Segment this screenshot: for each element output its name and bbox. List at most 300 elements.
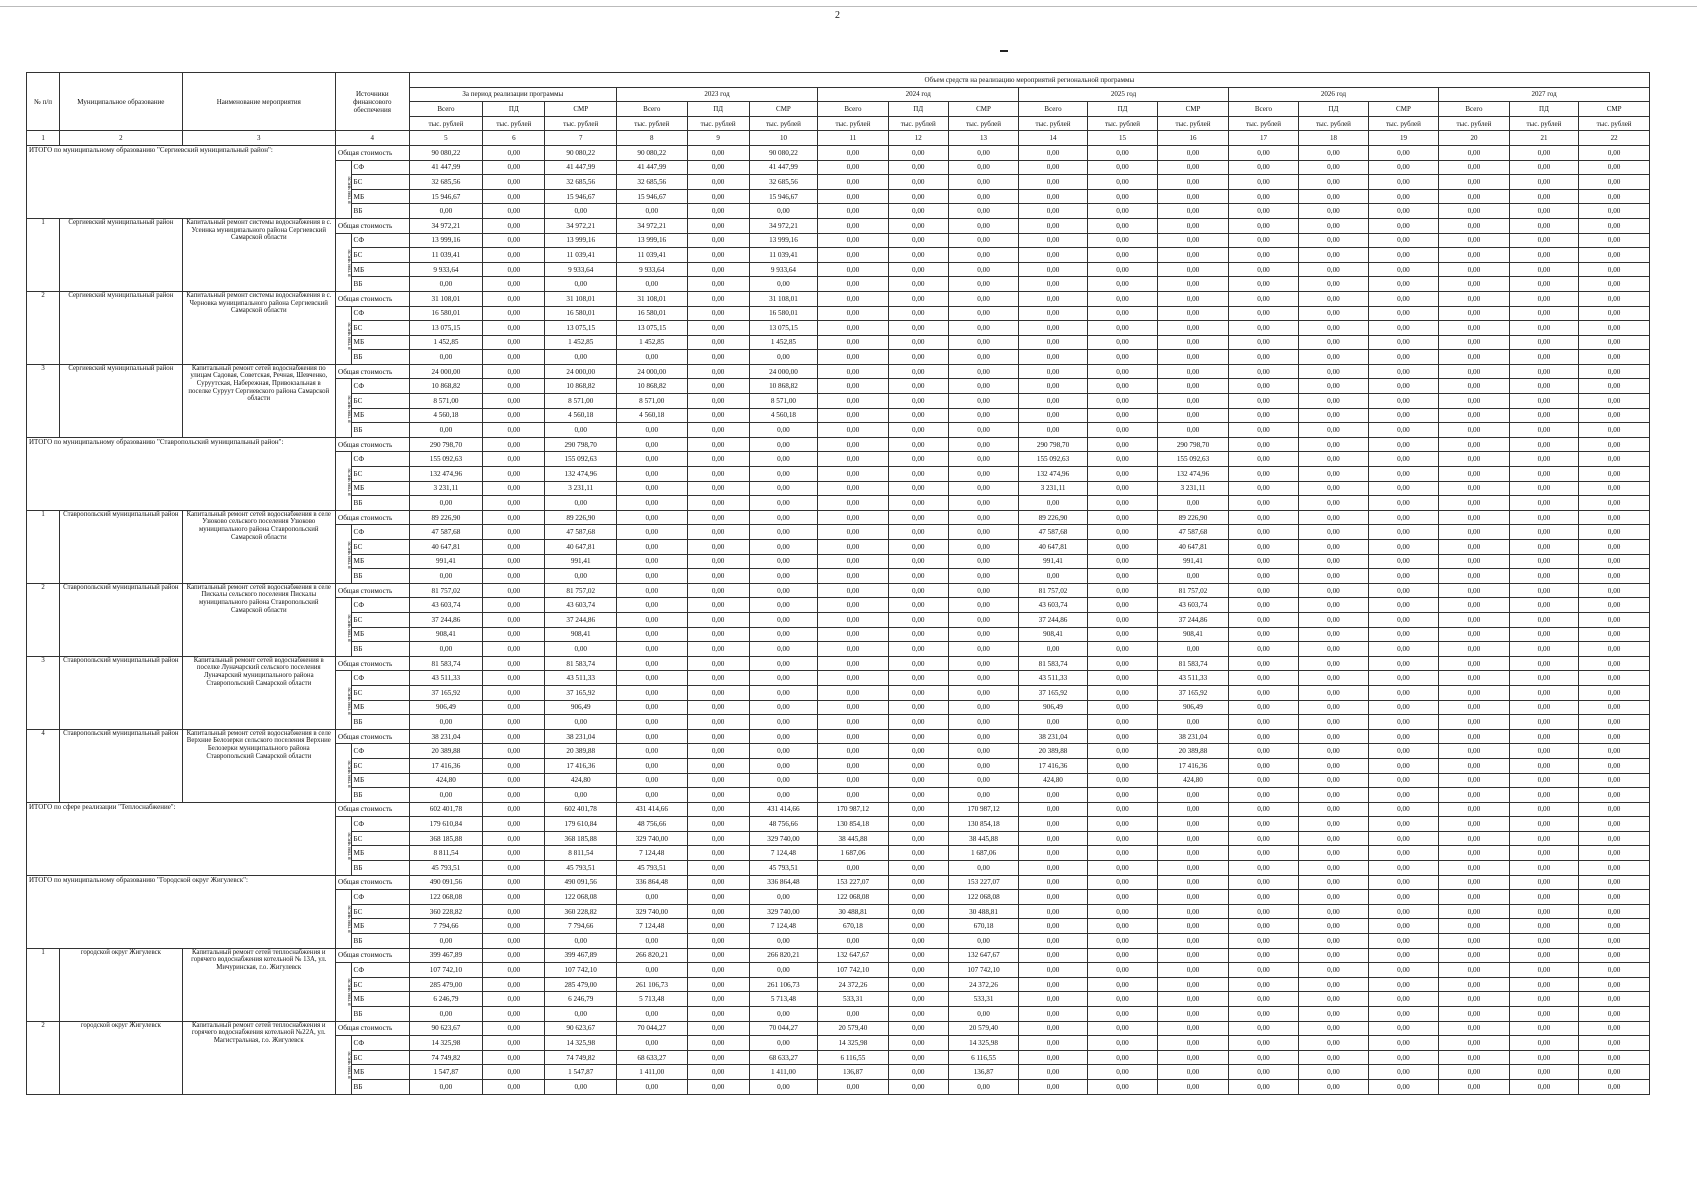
value-cell: 0,00 bbox=[483, 540, 545, 555]
total-title: ИТОГО по сфере реализации "Теплоснабжение": bbox=[27, 802, 336, 875]
value-cell: 533,31 bbox=[818, 992, 889, 1007]
value-cell: 0,00 bbox=[483, 758, 545, 773]
value-cell: 89 226,90 bbox=[1158, 510, 1229, 525]
value-cell: 0,00 bbox=[1158, 175, 1229, 190]
value-cell: 0,00 bbox=[1087, 364, 1158, 379]
value-cell: 0,00 bbox=[1579, 642, 1650, 657]
value-cell: 16 580,01 bbox=[617, 306, 688, 321]
value-cell: 0,00 bbox=[1439, 554, 1510, 569]
including-label-text: в том числе bbox=[346, 541, 353, 569]
including-label-text: в том числе bbox=[346, 322, 353, 350]
value-cell: 132 474,96 bbox=[1019, 467, 1087, 482]
value-cell: 0,00 bbox=[617, 554, 688, 569]
value-cell: 0,00 bbox=[483, 1036, 545, 1051]
value-cell: 0,00 bbox=[483, 934, 545, 949]
including-label-text: в том числе bbox=[346, 1051, 353, 1079]
value-cell: 0,00 bbox=[888, 831, 948, 846]
value-cell: 0,00 bbox=[483, 218, 545, 233]
value-cell: 107 742,10 bbox=[409, 963, 483, 978]
value-cell: 0,00 bbox=[1019, 277, 1087, 292]
value-cell: 0,00 bbox=[888, 656, 948, 671]
value-cell: 37 165,92 bbox=[409, 685, 483, 700]
value-cell: 0,00 bbox=[1368, 817, 1439, 832]
value-cell: 0,00 bbox=[818, 175, 889, 190]
value-cell: 0,00 bbox=[687, 627, 749, 642]
value-cell: 0,00 bbox=[1368, 773, 1439, 788]
value-cell: 0,00 bbox=[483, 583, 545, 598]
value-cell: 0,00 bbox=[1579, 977, 1650, 992]
value-cell: 0,00 bbox=[749, 1007, 817, 1022]
value-cell: 0,00 bbox=[687, 715, 749, 730]
value-cell: 0,00 bbox=[1019, 948, 1087, 963]
value-cell: 0,00 bbox=[483, 627, 545, 642]
value-cell: 0,00 bbox=[1579, 481, 1650, 496]
value-cell: 0,00 bbox=[1299, 510, 1368, 525]
value-cell: 0,00 bbox=[1158, 204, 1229, 219]
value-cell: 0,00 bbox=[1579, 788, 1650, 803]
value-cell: 991,41 bbox=[409, 554, 483, 569]
source-label: МБ bbox=[351, 262, 409, 277]
value-cell: 0,00 bbox=[1087, 831, 1158, 846]
value-cell: 0,00 bbox=[1509, 1050, 1578, 1065]
column-number: 7 bbox=[545, 131, 617, 146]
value-cell: 0,00 bbox=[483, 817, 545, 832]
value-cell: 0,00 bbox=[1087, 160, 1158, 175]
value-cell: 0,00 bbox=[948, 437, 1019, 452]
value-cell: 3 231,11 bbox=[409, 481, 483, 496]
source-label: МБ bbox=[351, 408, 409, 423]
municipality-name: Сергиевский муниципальный район bbox=[60, 291, 182, 364]
value-cell: 0,00 bbox=[749, 540, 817, 555]
value-cell: 424,80 bbox=[1158, 773, 1229, 788]
value-cell: 0,00 bbox=[687, 846, 749, 861]
value-cell: 0,00 bbox=[1368, 1065, 1439, 1080]
value-cell: 0,00 bbox=[888, 423, 948, 438]
value-cell: 0,00 bbox=[687, 350, 749, 365]
value-cell: 0,00 bbox=[1509, 437, 1578, 452]
value-cell: 0,00 bbox=[818, 642, 889, 657]
value-cell: 153 227,07 bbox=[818, 875, 889, 890]
value-cell: 0,00 bbox=[1579, 802, 1650, 817]
value-cell: 0,00 bbox=[483, 437, 545, 452]
value-cell: 0,00 bbox=[483, 744, 545, 759]
municipality-name: городской округ Жигулевск bbox=[60, 948, 182, 1021]
municipality-name: Ставропольский муниципальный район bbox=[60, 583, 182, 656]
value-cell: 0,00 bbox=[1087, 788, 1158, 803]
value-cell: 132 647,67 bbox=[948, 948, 1019, 963]
value-cell: 0,00 bbox=[1299, 773, 1368, 788]
table-row bbox=[27, 948, 1650, 963]
value-cell: 74 749,82 bbox=[545, 1050, 617, 1065]
value-cell: 3 231,11 bbox=[1158, 481, 1229, 496]
source-label: ВБ bbox=[351, 788, 409, 803]
value-cell: 0,00 bbox=[1368, 598, 1439, 613]
value-cell: 0,00 bbox=[1509, 335, 1578, 350]
value-cell: 0,00 bbox=[948, 160, 1019, 175]
value-cell: 0,00 bbox=[818, 394, 889, 409]
value-cell: 0,00 bbox=[1579, 321, 1650, 336]
value-cell: 0,00 bbox=[687, 656, 749, 671]
value-cell: 0,00 bbox=[1299, 700, 1368, 715]
value-cell: 0,00 bbox=[687, 890, 749, 905]
event-name: Капитальный ремонт сетей теплоснабжения и горячего водоснабжения котельной №22А, ул. Магистральная, г.о. Жигулевск bbox=[182, 1021, 335, 1094]
subcol-header: СМР bbox=[948, 102, 1019, 117]
table-row bbox=[27, 802, 1650, 817]
value-cell: 0,00 bbox=[1087, 934, 1158, 949]
value-cell: 0,00 bbox=[1439, 233, 1510, 248]
value-cell: 0,00 bbox=[1579, 394, 1650, 409]
source-label: МБ bbox=[351, 992, 409, 1007]
value-cell: 37 244,86 bbox=[1019, 612, 1087, 627]
source-label: СФ bbox=[351, 744, 409, 759]
source-label: БС bbox=[351, 904, 409, 919]
value-cell: 0,00 bbox=[1439, 175, 1510, 190]
value-cell: 0,00 bbox=[888, 1079, 948, 1094]
table-row bbox=[27, 729, 1650, 744]
value-cell: 0,00 bbox=[409, 788, 483, 803]
value-cell: 0,00 bbox=[1439, 306, 1510, 321]
value-cell: 0,00 bbox=[948, 934, 1019, 949]
item-number: 1 bbox=[27, 948, 60, 1021]
value-cell: 0,00 bbox=[1019, 1065, 1087, 1080]
item-number: 4 bbox=[27, 729, 60, 802]
value-cell: 7 124,48 bbox=[617, 919, 688, 934]
value-cell: 0,00 bbox=[409, 934, 483, 949]
value-cell: 0,00 bbox=[687, 583, 749, 598]
value-cell: 0,00 bbox=[617, 758, 688, 773]
value-cell: 0,00 bbox=[1368, 510, 1439, 525]
value-cell: 0,00 bbox=[1299, 189, 1368, 204]
value-cell: 0,00 bbox=[749, 773, 817, 788]
value-cell: 15 946,67 bbox=[617, 189, 688, 204]
unit-label: тыс. рублей bbox=[617, 116, 688, 131]
value-cell: 16 580,01 bbox=[409, 306, 483, 321]
value-cell: 0,00 bbox=[1228, 685, 1299, 700]
value-cell: 0,00 bbox=[617, 642, 688, 657]
value-cell: 81 757,02 bbox=[409, 583, 483, 598]
value-cell: 0,00 bbox=[1087, 642, 1158, 657]
value-cell: 0,00 bbox=[1299, 233, 1368, 248]
value-cell: 20 389,88 bbox=[1158, 744, 1229, 759]
value-cell: 41 447,99 bbox=[409, 160, 483, 175]
value-cell: 0,00 bbox=[1228, 817, 1299, 832]
column-number: 21 bbox=[1509, 131, 1578, 146]
value-cell: 90 623,67 bbox=[409, 1021, 483, 1036]
value-cell: 132 474,96 bbox=[409, 467, 483, 482]
value-cell: 0,00 bbox=[1509, 642, 1578, 657]
value-cell: 3 231,11 bbox=[1019, 481, 1087, 496]
value-cell: 43 603,74 bbox=[409, 598, 483, 613]
value-cell: 0,00 bbox=[948, 510, 1019, 525]
value-cell: 0,00 bbox=[1579, 350, 1650, 365]
value-cell: 0,00 bbox=[687, 321, 749, 336]
value-cell: 0,00 bbox=[1299, 175, 1368, 190]
value-cell: 0,00 bbox=[1158, 496, 1229, 511]
value-cell: 34 972,21 bbox=[749, 218, 817, 233]
value-cell: 0,00 bbox=[888, 145, 948, 160]
value-cell: 0,00 bbox=[818, 145, 889, 160]
value-cell: 8 571,00 bbox=[409, 394, 483, 409]
subcol-header: СМР bbox=[545, 102, 617, 117]
value-cell: 0,00 bbox=[483, 189, 545, 204]
value-cell: 40 647,81 bbox=[1158, 540, 1229, 555]
value-cell: 0,00 bbox=[1509, 744, 1578, 759]
value-cell: 0,00 bbox=[545, 715, 617, 730]
value-cell: 132 474,96 bbox=[545, 467, 617, 482]
value-cell: 0,00 bbox=[1087, 437, 1158, 452]
value-cell: 0,00 bbox=[1158, 262, 1229, 277]
value-cell: 0,00 bbox=[1158, 408, 1229, 423]
value-cell: 0,00 bbox=[749, 758, 817, 773]
source-label: БС bbox=[351, 467, 409, 482]
value-cell: 0,00 bbox=[948, 481, 1019, 496]
value-cell: 0,00 bbox=[1299, 160, 1368, 175]
value-cell: 0,00 bbox=[687, 861, 749, 876]
value-cell: 0,00 bbox=[1087, 612, 1158, 627]
value-cell: 0,00 bbox=[483, 204, 545, 219]
source-label: ВБ bbox=[351, 204, 409, 219]
value-cell: 41 447,99 bbox=[749, 160, 817, 175]
value-cell: 0,00 bbox=[948, 525, 1019, 540]
value-cell: 0,00 bbox=[687, 934, 749, 949]
value-cell: 0,00 bbox=[483, 846, 545, 861]
event-name: Капитальный ремонт системы водоснабжения в с. Усеинка муниципального района Сергиевский Самарской области bbox=[182, 218, 335, 291]
including-label-text: в том числе bbox=[346, 176, 353, 204]
value-cell: 45 793,51 bbox=[409, 861, 483, 876]
value-cell: 0,00 bbox=[1439, 540, 1510, 555]
value-cell: 122 068,08 bbox=[818, 890, 889, 905]
value-cell: 0,00 bbox=[1368, 963, 1439, 978]
value-cell: 0,00 bbox=[1019, 1050, 1087, 1065]
value-cell: 0,00 bbox=[1509, 758, 1578, 773]
value-cell: 34 972,21 bbox=[545, 218, 617, 233]
value-cell: 0,00 bbox=[1579, 744, 1650, 759]
value-cell: 0,00 bbox=[1087, 919, 1158, 934]
value-cell: 0,00 bbox=[1579, 175, 1650, 190]
value-cell: 0,00 bbox=[1228, 540, 1299, 555]
value-cell: 0,00 bbox=[483, 1065, 545, 1080]
value-cell: 0,00 bbox=[818, 277, 889, 292]
value-cell: 31 108,01 bbox=[545, 291, 617, 306]
value-cell: 0,00 bbox=[409, 204, 483, 219]
value-cell: 0,00 bbox=[888, 218, 948, 233]
total-title: ИТОГО по муниципальному образованию "Сергиевский муниципальный район": bbox=[27, 145, 336, 218]
value-cell: 0,00 bbox=[1368, 627, 1439, 642]
value-cell: 10 868,82 bbox=[409, 379, 483, 394]
value-cell: 0,00 bbox=[818, 481, 889, 496]
value-cell: 0,00 bbox=[1299, 1036, 1368, 1051]
value-cell: 908,41 bbox=[409, 627, 483, 642]
table-body bbox=[27, 145, 1650, 1094]
value-cell: 0,00 bbox=[1509, 1065, 1578, 1080]
value-cell: 0,00 bbox=[687, 175, 749, 190]
value-cell: 0,00 bbox=[1439, 948, 1510, 963]
value-cell: 0,00 bbox=[818, 189, 889, 204]
value-cell: 0,00 bbox=[1368, 977, 1439, 992]
value-cell: 0,00 bbox=[1509, 408, 1578, 423]
value-cell: 0,00 bbox=[1509, 218, 1578, 233]
value-cell: 0,00 bbox=[1368, 481, 1439, 496]
value-cell: 0,00 bbox=[1299, 1079, 1368, 1094]
value-cell: 1 452,85 bbox=[409, 335, 483, 350]
value-cell: 0,00 bbox=[1579, 540, 1650, 555]
unit-label: тыс. рублей bbox=[749, 116, 817, 131]
value-cell: 0,00 bbox=[617, 612, 688, 627]
value-cell: 0,00 bbox=[1087, 423, 1158, 438]
value-cell: 0,00 bbox=[1368, 496, 1439, 511]
value-cell: 0,00 bbox=[1228, 656, 1299, 671]
including-label-text: в том числе bbox=[346, 249, 353, 277]
value-cell: 13 075,15 bbox=[749, 321, 817, 336]
value-cell: 0,00 bbox=[687, 1050, 749, 1065]
value-cell: 0,00 bbox=[409, 277, 483, 292]
value-cell: 0,00 bbox=[617, 715, 688, 730]
value-cell: 0,00 bbox=[409, 642, 483, 657]
value-cell: 0,00 bbox=[1368, 612, 1439, 627]
value-cell: 0,00 bbox=[687, 335, 749, 350]
value-cell: 15 946,67 bbox=[409, 189, 483, 204]
value-cell: 8 811,54 bbox=[409, 846, 483, 861]
value-cell: 0,00 bbox=[1439, 394, 1510, 409]
value-cell: 0,00 bbox=[1228, 1021, 1299, 1036]
value-cell: 0,00 bbox=[617, 423, 688, 438]
value-cell: 47 587,68 bbox=[1019, 525, 1087, 540]
value-cell: 0,00 bbox=[1228, 904, 1299, 919]
value-cell: 0,00 bbox=[483, 598, 545, 613]
value-cell: 0,00 bbox=[1368, 831, 1439, 846]
value-cell: 490 091,56 bbox=[409, 875, 483, 890]
source-label: ВБ bbox=[351, 1079, 409, 1094]
value-cell: 136,87 bbox=[818, 1065, 889, 1080]
value-cell: 0,00 bbox=[749, 1036, 817, 1051]
value-cell: 0,00 bbox=[1158, 817, 1229, 832]
value-cell: 10 868,82 bbox=[617, 379, 688, 394]
value-cell: 0,00 bbox=[1087, 583, 1158, 598]
value-cell: 0,00 bbox=[948, 145, 1019, 160]
value-cell: 0,00 bbox=[483, 394, 545, 409]
value-cell: 0,00 bbox=[1087, 1007, 1158, 1022]
value-cell: 0,00 bbox=[483, 1021, 545, 1036]
value-cell: 0,00 bbox=[687, 875, 749, 890]
value-cell: 0,00 bbox=[1439, 583, 1510, 598]
value-cell: 0,00 bbox=[545, 788, 617, 803]
value-cell: 0,00 bbox=[1509, 656, 1578, 671]
value-cell: 0,00 bbox=[1019, 1007, 1087, 1022]
value-cell: 0,00 bbox=[545, 569, 617, 584]
value-cell: 43 511,33 bbox=[1158, 671, 1229, 686]
value-cell: 0,00 bbox=[1579, 1050, 1650, 1065]
value-cell: 0,00 bbox=[1158, 423, 1229, 438]
value-cell: 0,00 bbox=[1439, 160, 1510, 175]
value-cell: 17 416,36 bbox=[545, 758, 617, 773]
value-cell: 0,00 bbox=[483, 569, 545, 584]
value-cell: 0,00 bbox=[888, 350, 948, 365]
value-cell: 0,00 bbox=[617, 452, 688, 467]
value-cell: 0,00 bbox=[1579, 204, 1650, 219]
value-cell: 0,00 bbox=[1228, 437, 1299, 452]
column-number: 2 bbox=[60, 131, 182, 146]
value-cell: 0,00 bbox=[818, 291, 889, 306]
value-cell: 8 811,54 bbox=[545, 846, 617, 861]
value-cell: 47 587,68 bbox=[409, 525, 483, 540]
value-cell: 0,00 bbox=[1579, 861, 1650, 876]
value-cell: 0,00 bbox=[749, 277, 817, 292]
value-cell: 0,00 bbox=[687, 437, 749, 452]
value-cell: 0,00 bbox=[749, 656, 817, 671]
value-cell: 0,00 bbox=[1087, 773, 1158, 788]
including-label bbox=[336, 890, 352, 948]
value-cell: 47 587,68 bbox=[545, 525, 617, 540]
source-label: ВБ bbox=[351, 569, 409, 584]
value-cell: 0,00 bbox=[888, 788, 948, 803]
value-cell: 0,00 bbox=[1158, 1036, 1229, 1051]
value-cell: 261 106,73 bbox=[617, 977, 688, 992]
value-cell: 0,00 bbox=[1509, 510, 1578, 525]
column-number: 1 bbox=[27, 131, 60, 146]
value-cell: 0,00 bbox=[483, 364, 545, 379]
source-label: БС bbox=[351, 1050, 409, 1065]
value-cell: 34 972,21 bbox=[409, 218, 483, 233]
including-label bbox=[336, 963, 352, 1021]
source-label: БС bbox=[351, 612, 409, 627]
source-label: ВБ bbox=[351, 496, 409, 511]
source-label: ВБ bbox=[351, 642, 409, 657]
value-cell: 0,00 bbox=[1439, 189, 1510, 204]
value-cell: 1 411,00 bbox=[617, 1065, 688, 1080]
value-cell: 0,00 bbox=[818, 598, 889, 613]
value-cell: 0,00 bbox=[1299, 204, 1368, 219]
source-label: МБ bbox=[351, 919, 409, 934]
value-cell: 0,00 bbox=[1509, 715, 1578, 730]
value-cell: 0,00 bbox=[948, 715, 1019, 730]
value-cell: 0,00 bbox=[483, 335, 545, 350]
value-cell: 0,00 bbox=[1368, 1079, 1439, 1094]
value-cell: 0,00 bbox=[1158, 218, 1229, 233]
value-cell: 0,00 bbox=[1019, 262, 1087, 277]
value-cell: 1 547,87 bbox=[409, 1065, 483, 1080]
value-cell: 0,00 bbox=[1158, 364, 1229, 379]
value-cell: 0,00 bbox=[1368, 248, 1439, 263]
value-cell: 0,00 bbox=[1509, 321, 1578, 336]
value-cell: 13 999,16 bbox=[617, 233, 688, 248]
value-cell: 0,00 bbox=[1299, 685, 1368, 700]
column-number: 5 bbox=[409, 131, 483, 146]
subcol-header: Всего bbox=[1019, 102, 1087, 117]
value-cell: 0,00 bbox=[1368, 379, 1439, 394]
value-cell: 0,00 bbox=[483, 963, 545, 978]
value-cell: 107 742,10 bbox=[948, 963, 1019, 978]
value-cell: 5 713,48 bbox=[749, 992, 817, 1007]
value-cell: 0,00 bbox=[888, 612, 948, 627]
value-cell: 0,00 bbox=[749, 700, 817, 715]
value-cell: 0,00 bbox=[1509, 467, 1578, 482]
value-cell: 0,00 bbox=[1509, 875, 1578, 890]
value-cell: 0,00 bbox=[749, 685, 817, 700]
value-cell: 0,00 bbox=[749, 204, 817, 219]
value-cell: 0,00 bbox=[1439, 321, 1510, 336]
value-cell: 43 511,33 bbox=[1019, 671, 1087, 686]
value-cell: 20 389,88 bbox=[545, 744, 617, 759]
value-cell: 0,00 bbox=[1509, 890, 1578, 905]
value-cell: 0,00 bbox=[1019, 233, 1087, 248]
source-label: СФ bbox=[351, 233, 409, 248]
value-cell: 14 325,98 bbox=[409, 1036, 483, 1051]
value-cell: 155 092,63 bbox=[1158, 452, 1229, 467]
header-source: Источники финансового обеспечения bbox=[336, 73, 410, 131]
value-cell: 0,00 bbox=[1299, 948, 1368, 963]
value-cell: 0,00 bbox=[1509, 364, 1578, 379]
unit-label: тыс. рублей bbox=[1019, 116, 1087, 131]
